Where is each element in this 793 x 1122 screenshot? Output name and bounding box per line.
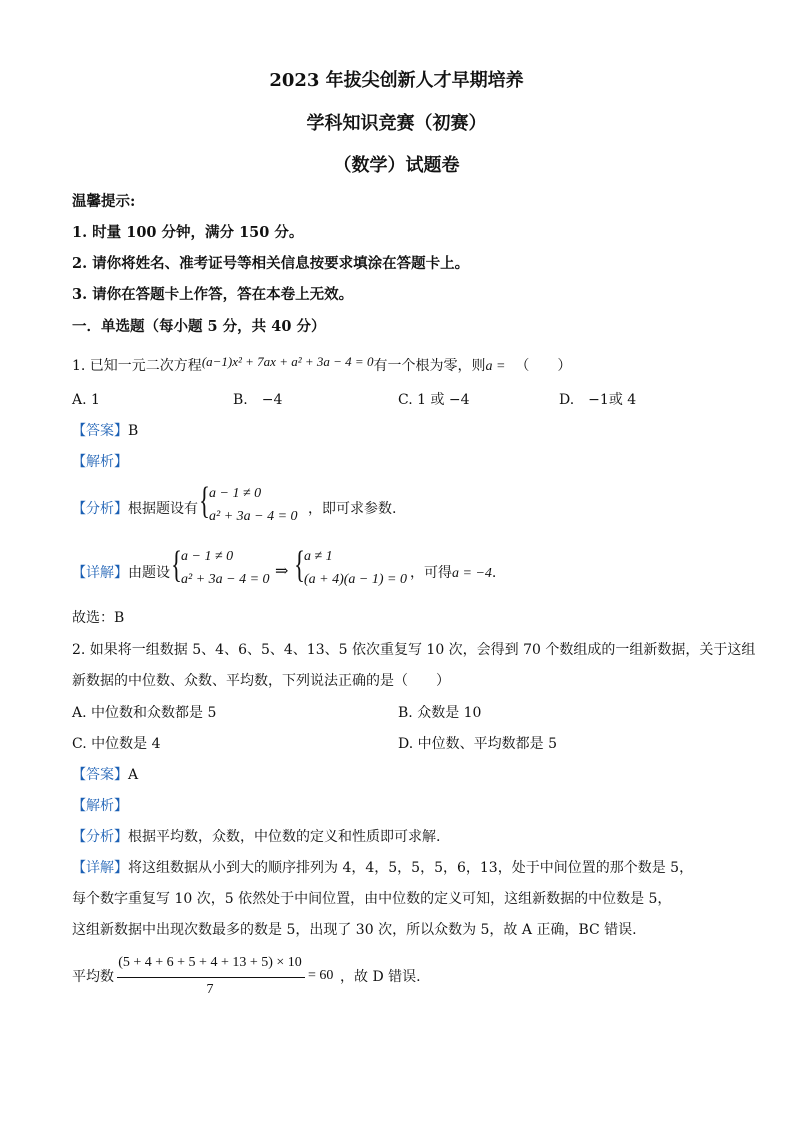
q1-fenxi <box>72 500 198 518</box>
q1-answer <box>72 422 138 440</box>
q1-stem-mid: 有一个根为零，则 <box>373 358 486 374</box>
q2-answer-tag: 【答案】 <box>72 767 128 783</box>
q2-mean-tail: ，故 D 错误. <box>340 969 421 985</box>
q2-mean-equals: = 60 <box>308 968 334 983</box>
q1-xiangjie <box>72 564 170 582</box>
q1-xiangjie-tag: 【详解】 <box>72 565 128 581</box>
q2-fenxi <box>72 828 440 846</box>
q1-fenxi-text: 根据题设有 <box>128 501 198 517</box>
q2-option-c: C. 中位数是 4 <box>72 736 161 752</box>
q1-xiangjie-result-value: a = −4 <box>452 566 492 581</box>
q1-answer-tag: 【答案】 <box>72 423 128 439</box>
q1-fenxi-sys-1: a − 1 ≠ 0 <box>209 486 262 501</box>
q1-fenxi-sys-2: a² + 3a − 4 = 0 <box>209 509 298 524</box>
q1-xiangjie-sys2-2: (a + 4)(a − 1) = 0 <box>304 572 407 587</box>
q1-stem-start: 1. 已知一元二次方程 <box>72 358 202 374</box>
q1-choose: 故选：B <box>72 610 125 626</box>
q2-xiangjie-line2: 每个数字重复写 10 次，5 依然处于中间位置，由中位数的定义可知，这组新数据的中位数是 5， <box>72 891 672 907</box>
exam-title-line2: 学科知识竞赛（初赛） <box>306 113 487 134</box>
q1-option-b: B. −4 <box>233 392 283 408</box>
q2-stem-line2: 新数据的中位数、众数、平均数，下列说法正确的是（ ） <box>72 673 450 689</box>
q2-option-d: D. 中位数、平均数都是 5 <box>398 736 557 752</box>
q2-mean-label: 平均数 <box>72 969 114 985</box>
q1-xiangjie-result <box>410 564 496 583</box>
notice-item-1: 1. 时量 100 分钟，满分 150 分。 <box>72 224 304 241</box>
notice-title: 温馨提示: <box>72 193 136 210</box>
q2-xiangjie-line1 <box>72 859 693 877</box>
q1-analysis-tag: 【解析】 <box>72 454 128 470</box>
q2-xiangjie-line3: 这组新数据中出现次数最多的数是 5，出现了 30 次，所以众数为 5，故 A 正确，BC 错误. <box>72 922 637 938</box>
q1-xiangjie-sys1-2: a² + 3a − 4 = 0 <box>181 572 270 587</box>
q1-stem <box>72 354 572 376</box>
q1-xiangjie-brace-2: { <box>294 544 305 586</box>
q2-analysis-tag: 【解析】 <box>72 798 128 814</box>
q2-answer <box>72 766 138 784</box>
q1-equation: (a−1)x² + 7ax + a² + 3a − 4 = 0 <box>201 354 374 369</box>
q2-mean-denominator: 7 <box>206 982 214 997</box>
q2-option-a: A. 中位数和众数都是 5 <box>72 705 217 721</box>
notice-item-3: 3. 请你在答题卡上作答，答在本卷上无效。 <box>72 286 354 303</box>
q1-option-c: C. 1 或 −4 <box>398 392 470 408</box>
exam-title-line1: 2023 年拔尖创新人才早期培养 <box>269 70 524 91</box>
q1-xiangjie-text: 由题设 <box>128 565 170 581</box>
q1-option-d: D. −1或 4 <box>559 392 637 408</box>
q1-xiangjie-brace-1: { <box>171 544 182 586</box>
q2-mean-fraction-bar <box>117 977 305 978</box>
notice-item-2: 2. 请你将姓名、准考证号等相关信息按要求填涂在答题卡上。 <box>72 255 470 272</box>
q1-xiangjie-sys1-1: a − 1 ≠ 0 <box>181 549 234 564</box>
q1-option-a: A. 1 <box>72 392 100 408</box>
q1-xiangjie-result-end: . <box>491 565 497 581</box>
q2-stem-line1: 2. 如果将一组数据 5、4、6、5、4、13、5 依次重复写 10 次，会得到 70 个数组成的一组新数据，关于这组 <box>72 642 756 658</box>
q2-option-b: B. 众数是 10 <box>398 705 482 721</box>
q2-xiangjie-text-1: 将这组数据从小到大的顺序排列为 4，4，5，5，5，6，13，处于中间位置的那个数是 5， <box>128 860 694 876</box>
q1-fenxi-tail: ，即可求参数. <box>308 501 397 517</box>
q1-xiangjie-sys2-1: a ≠ 1 <box>304 549 333 564</box>
q1-answer-value: B <box>128 423 139 439</box>
q1-fenxi-tag: 【分析】 <box>72 501 128 517</box>
exam-title-line3: （数学）试题卷 <box>333 155 460 176</box>
q1-fenxi-brace: { <box>199 480 210 522</box>
q1-implies-arrow: ⇒ <box>275 563 289 580</box>
q1-xiangjie-result-text: ，可得 <box>410 565 452 581</box>
q2-mean-numerator: (5 + 4 + 6 + 5 + 4 + 13 + 5) × 10 <box>118 955 302 970</box>
q2-xiangjie-tag: 【详解】 <box>72 860 128 876</box>
q1-stem-paren: （ ） <box>515 358 572 374</box>
q2-fenxi-tag: 【分析】 <box>72 829 128 845</box>
section-heading: 一．单选题（每小题 5 分，共 40 分） <box>72 318 326 335</box>
q1-stem-var: a = <box>485 359 506 374</box>
q2-fenxi-text: 根据平均数，众数，中位数的定义和性质即可求解. <box>128 829 441 845</box>
q2-answer-value: A <box>128 767 139 783</box>
